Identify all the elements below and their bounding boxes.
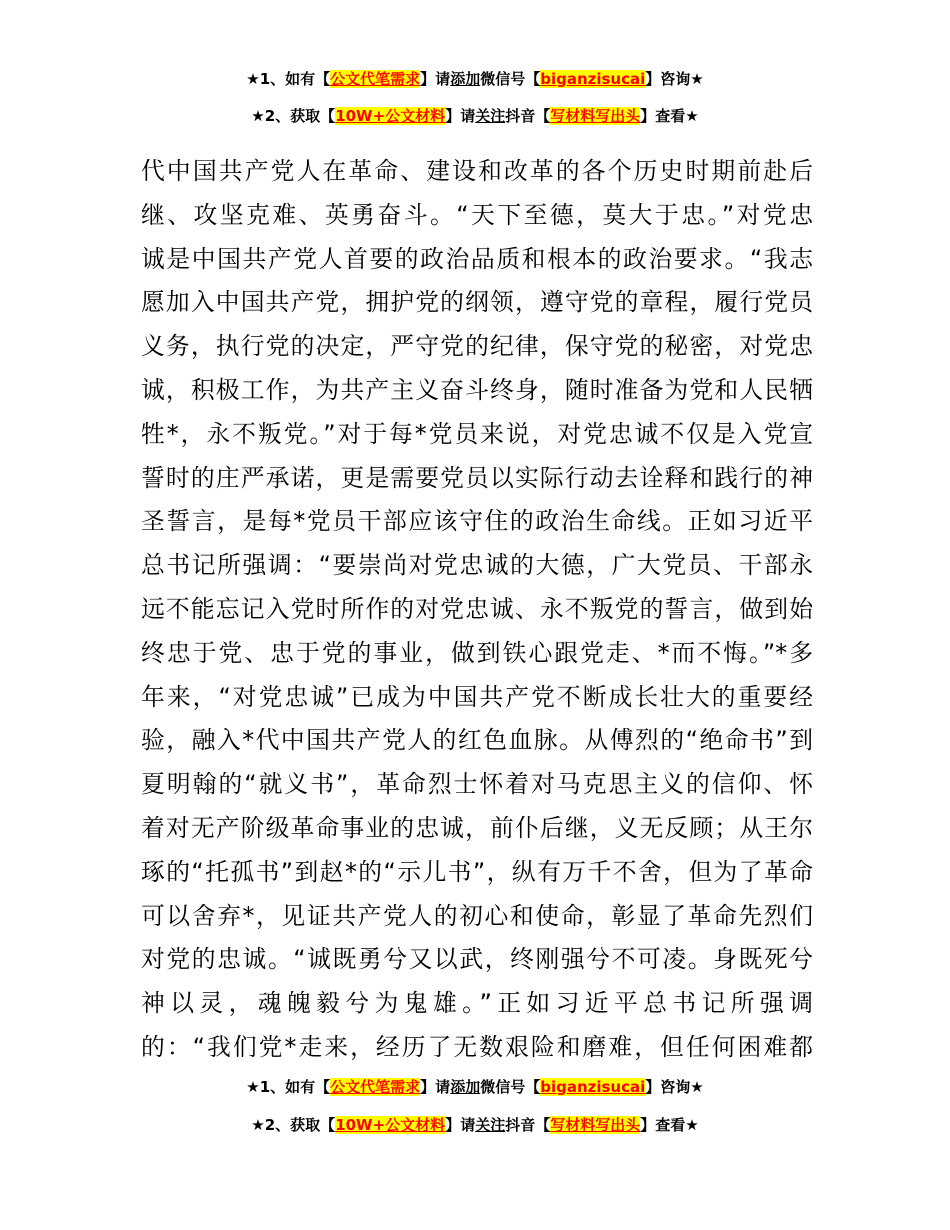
banner-prefix: ★2、获取【	[251, 1116, 336, 1134]
document-body	[141, 150, 813, 1070]
body-line: 夏明翰的“就义书”，革命烈士怀着对马克思主义的信仰、怀	[141, 770, 813, 799]
bottom-banner-line-1	[0, 1076, 950, 1098]
banner-prefix: ★1、如有【	[246, 70, 331, 88]
banner-suffix: 】咨询★	[645, 70, 704, 88]
body-line: 愿加入中国共产党，拥护党的纲领，遵守党的章程，履行党员	[141, 288, 813, 317]
body-line: 牲*，永不叛党。”对于每*党员来说，对党忠诚不仅是入党宣	[141, 419, 813, 448]
banner-text: 微信号【	[480, 1078, 541, 1096]
banner-suffix: 】咨询★	[645, 1078, 704, 1096]
body-line: 誓时的庄严承诺，更是需要党员以实际行动去诠释和践行的神	[141, 463, 813, 492]
body-line: 着对无产阶级革命事业的忠诚，前仆后继，义无反顾；从王尔	[141, 813, 813, 842]
banner-prefix: ★1、如有【	[246, 1078, 331, 1096]
body-line: 圣誓言，是每*党员干部应该守住的政治生命线。正如习近平	[141, 507, 813, 536]
banner-highlight-wechat-id: biganzisucai	[540, 70, 646, 88]
body-line: 对党的忠诚。“诚既勇兮又以武，终刚强兮不可凌。身既死兮	[141, 945, 813, 974]
body-line: 终忠于党、忠于党的事业，做到铁心跟党走、*而不悔。”*多	[141, 638, 813, 667]
banner-highlight-service: 公文代笔需求	[330, 1078, 421, 1096]
body-line: 诚是中国共产党人首要的政治品质和根本的政治要求。“我志	[141, 244, 813, 273]
body-line: 年来，“对党忠诚”已成为中国共产党不断成长壮大的重要经	[141, 682, 813, 711]
body-line: 远不能忘记入党时所作的对党忠诚、永不叛党的誓言，做到始	[141, 594, 813, 623]
banner-prefix: ★2、获取【	[251, 107, 336, 125]
banner-highlight-douyin-account: 写材料写出头	[550, 1116, 641, 1134]
banner-underlined-text: 关注	[475, 1116, 506, 1134]
banner-text: 】请	[420, 70, 451, 88]
banner-text: 抖音【	[505, 1116, 551, 1134]
banner-highlight-materials: 10W+公文材料	[335, 1116, 446, 1134]
banner-text: 微信号【	[480, 70, 541, 88]
banner-text: 抖音【	[505, 107, 551, 125]
banner-text: 】请	[420, 1078, 451, 1096]
banner-suffix: 】查看★	[640, 1116, 699, 1134]
body-line: 诚，积极工作，为共产主义奋斗终身，随时准备为党和人民牺	[141, 375, 813, 404]
body-line: 可以舍弃*，见证共产党人的初心和使命，彰显了革命先烈们	[141, 901, 813, 930]
banner-highlight-douyin-account: 写材料写出头	[550, 107, 641, 125]
banner-highlight-wechat-id: biganzisucai	[540, 1078, 646, 1096]
body-line: 的：“我们党*走来，经历了无数艰险和磨难，但任何困难都	[141, 1032, 813, 1061]
body-line: 琢的“托孤书”到赵*的“示儿书”，纵有万千不舍，但为了革命	[141, 857, 813, 886]
bottom-banner-line-2	[0, 1114, 950, 1136]
banner-underlined-text: 添加	[450, 70, 481, 88]
body-line: 继、攻坚克难、英勇奋斗。“天下至德，莫大于忠。”对党忠	[141, 200, 813, 229]
body-line: 义务，执行党的决定，严守党的纪律，保守党的秘密，对党忠	[141, 332, 813, 361]
banner-suffix: 】查看★	[640, 107, 699, 125]
top-banner-line-1	[0, 68, 950, 90]
top-banner-line-2	[0, 105, 950, 127]
banner-underlined-text: 添加	[450, 1078, 481, 1096]
body-line: 神以灵，魂魄毅兮为鬼雄。”正如习近平总书记所强调	[141, 989, 813, 1018]
banner-highlight-service: 公文代笔需求	[330, 70, 421, 88]
body-line: 验，融入*代中国共产党人的红色血脉。从傅烈的“绝命书”到	[141, 726, 813, 755]
body-line: 总书记所强调：“要崇尚对党忠诚的大德，广大党员、干部永	[141, 551, 813, 580]
banner-underlined-text: 关注	[475, 107, 506, 125]
banner-text: 】请	[445, 1116, 476, 1134]
banner-highlight-materials: 10W+公文材料	[335, 107, 446, 125]
banner-text: 】请	[445, 107, 476, 125]
body-line: 代中国共产党人在革命、建设和改革的各个历史时期前赴后	[141, 157, 813, 185]
